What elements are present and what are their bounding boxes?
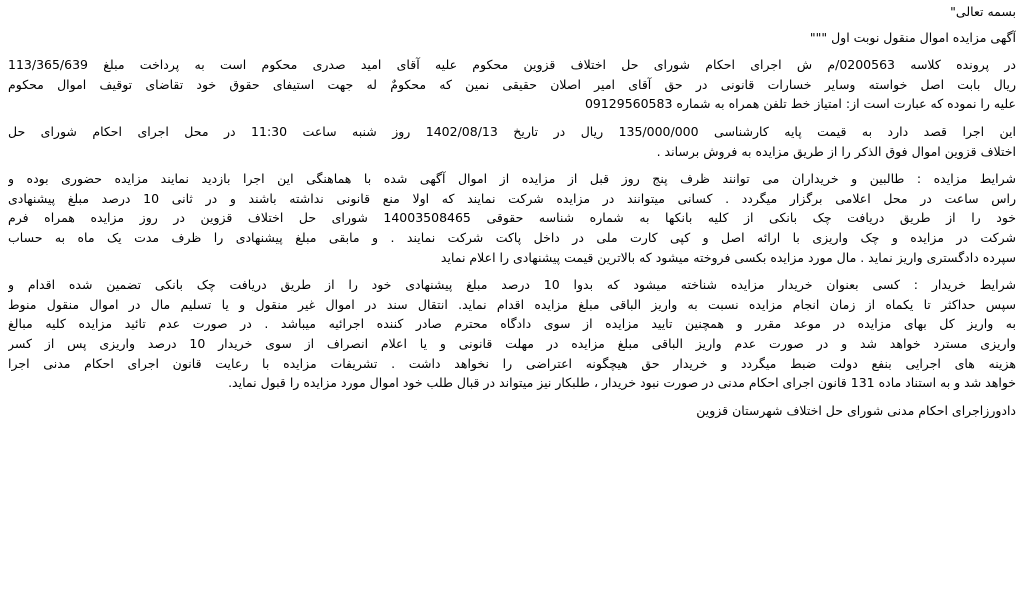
conditions-line: سپرده دادگستری واریز نماید . مال مورد مزایده بکسی فروخته میشود که بالاترین قیمت پیشنهادی را اعلام نماید	[440, 249, 1016, 265]
spacer	[8, 393, 1016, 401]
spacer	[8, 47, 1016, 55]
buyer-line: شرایط خریدار : کسی بعنوان خریدار مزایده شناخته میشود که بدوا 10 درصد مبلغ پیشنهادی خود را از طریق دریافت چک بانکی تضمین شده اقدام و	[8, 277, 1016, 293]
buyer-paragraph	[8, 275, 1016, 393]
spacer	[8, 267, 1016, 275]
intro-line: ریال بابت اصل خواسته وسایر خسارات قانونی در حق آقای امیر اصلان حقیقی نمین که محکومٌ له جهت استیفای حقوق خود تقاضای توقیف اموال محکوم	[8, 76, 1016, 92]
buyer-line: به واریز کل بهای مزایده در موعد مقرر و همچنین تایید مزایده از سوی دادگاه محترم صادر کننده اجرائیه میباشد . در صورت عدم تائید مزایده کلیه مبالغ	[8, 316, 1016, 332]
spacer	[8, 161, 1016, 169]
conditions-line: شرایط مزایده : طالبین و خریداران می توانند ظرف پنج روز قبل از مزایده از اموال آگهی شده با هماهنگی این اجرا بازدید نمایند مزایده حضوری بوده و	[8, 171, 1016, 187]
conditions-line: شرکت در مزایده و چک واریزی با ارائه اصل و کپی کارت ملی در داخل پاکت شرکت نمایند . و مابقی مبلغ پیشنهادی را ظرف مدت یک ماه به حساب	[8, 229, 1016, 245]
heading-text: بسمه تعالی"	[950, 4, 1016, 19]
sale-line: این اجرا قصد دارد به قیمت پایه کارشناسی 135/000/000 ریال در تاریخ 1402/08/13 روز شنبه ساعت 11:30 در محل اجرای احکام شورای حل	[8, 123, 1016, 139]
intro-line: در پرونده کلاسه 0200563/م ش اجرای احکام شورای حل اختلاف قزوین محکوم علیه آقای امید صدری محکوم است به پرداخت مبلغ 113/365/639	[8, 57, 1016, 73]
intro-line: علیه را نموده که عبارت است از: امتیاز خط تلفن همراه به شماره 09129560583	[584, 96, 1016, 112]
conditions-line: راس ساعت در محل اعلامی برگزار میگردد . کسانی میتوانند در مزایده شرکت نمایند که اولا منع قانونی نداشته باشند و در ثانی 10 درصد مبلغ پیشنهادی	[8, 190, 1016, 206]
signature-line: دادورزاجرای احکام مدنی شورای حل اختلاف شهرستان قزوین	[696, 402, 1016, 418]
conditions-line: خود را از طریق دریافت چک بانکی از کلیه بانکها به شماره شناسه حقوقی 14003508465 شورای حل اختلاف قزوین در روز مزایده همراه فرم	[8, 210, 1016, 226]
spacer	[8, 114, 1016, 122]
buyer-line: خواهد شد و به استناد ماده 131 قانون اجرای احکام مدنی در صورت نبود خریدار ، طلبکار نیز میتواند در قبال طلب خود اموال مورد مزایده را قبول نماید.	[228, 375, 1016, 391]
notice-title: آگهی مزایده اموال منقول نوبت اول """	[809, 29, 1016, 45]
sale-paragraph	[8, 122, 1016, 161]
intro-paragraph	[8, 55, 1016, 114]
buyer-line: واریزی مسترد خواهد شد و در صورت عدم واریز الباقی مبلغ مزایده در مهلت قانونی و یا اعلام انصراف از سوی خریدار 10 درصد واریزی پس از کسر	[8, 335, 1016, 351]
conditions-paragraph	[8, 169, 1016, 267]
buyer-line: هزینه های اجرایی بنفع دولت ضبط میگردد و خریدار حق هیچگونه اعتراضی را نخواهد داشت . تشریفات مزایده با رعایت قانون اجرای احکام مدنی اجرا	[8, 355, 1016, 371]
buyer-line: سپس حداکثر تا یکماه از زمان انجام مزایده نسبت به واریز الباقی مبلغ مزایده اقدام نماید. انتقال سند در اموال غیر منقول و یا تسلیم مال در اموال منقول منوط	[8, 296, 1016, 312]
sale-line: اختلاف قزوین اموال فوق الذکر را از طریق مزایده به فروش برساند .	[656, 143, 1016, 159]
